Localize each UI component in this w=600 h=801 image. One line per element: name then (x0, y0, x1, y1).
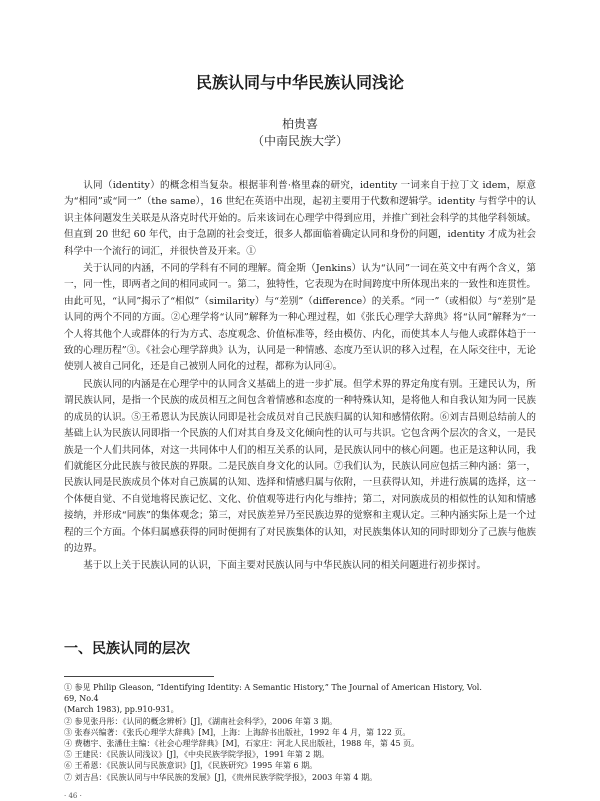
author-name: 柏贵喜 (281, 117, 318, 131)
footnote-1-cont: (March 1983), pp.910-931。 (64, 705, 179, 715)
article-title: 民族认同与中华民族认同浅论 (195, 73, 404, 92)
paragraph-transition: 基于以上关于民族认同的认识，下面主要对民族认同与中华民族认同的相关问题进行初步探讨。 (83, 560, 487, 572)
footnote-3: ③ 张春兴编著：《张氏心理学大辞典》[M]，上海：上海辞书出版社，1992 年 4 月，第 122 页。 (64, 727, 411, 737)
footnote-7: ⑦ 刘吉昌：《民族认同与中华民族的发展》[J]，《贵州民族学院学报》，2003 年第 4 期。 (64, 772, 378, 782)
page-number: · 46 · (64, 792, 82, 800)
footnote-1: ① 参见 Philip Gleason, “Identifying Identity: A Semantic History,” The Journal of American History, Vol. (64, 683, 482, 692)
footnote-1-cont: 69, No.4 (64, 694, 99, 704)
footnote-6: ⑥ 王希恩：《民族认同与民族意识》[J]，《民族研究》1995 年第 6 期。 (64, 761, 318, 771)
section-heading: 一、民族认同的层次 (64, 641, 190, 657)
paragraph-identity-meaning: 关于认同的内涵，不同的学科有不同的理解。简金斯（Jenkins）认为“认同”一词在英文中有两个含义，第一，同一性，即两者之间的相同或同一。第二，独特性，它表现为在时间跨度中所体现出来的一致性和连贯性。由此可见，“认同”揭示了“相似”（similarity）与“差别”（difference）的关系。“同一”（或相似）与“差别”是认同的两个不同的方面。②心理学将“认同”解释为一种心理过程，如《张氏心理学大辞典》将“认同”解释为“一个人将其他个人或群体的行为方式、态度观念、价值标准等，经由模仿、内化，而使其本人与他人或群体趋于一致的心理历程”③。《社会心理学辞典》认为，认同是一种情感、态度乃至认识的移入过程，在人际交往中，无论使别人被自己同化，还是自己被别人同化的过程，都称为认同④。 (64, 263, 536, 373)
paragraph-ethnic-identity: 民族认同的内涵是在心理学中的认同含义基础上的进一步扩展。但学术界的界定角度有别。王建民认为，所谓民族认同，是指一个民族的成员相互之间包含着情感和态度的一种特殊认知，是将他人和自我认知为同一民族的成员的认识。⑤王希恩认为民族认同即是社会成员对自己民族归属的认知和感情依附。⑥刘吉昌则总结前人的基础上认为民族认同即指一个民族的人们对其自身及文化倾向性的认可与共识。它包含两个层次的含义，一是民族是一个人们共同体，对这一共同体中人们的相互关系的认同，是民族认同中的核心问题。也正是这种认同，我们就能区分此民族与彼民族的界限。二是民族自身文化的认同。⑦我们认为，民族认同应包括三种内涵：第一，民族认同是民族成员个体对自己族属的认知、选择和情感归属与依附，一旦获得认知，并进行族属的选择，这一个体便自觉、不自觉地将民族记忆、文化、价值观等进行内化与维持；第二，对同族成员的相似性的认知和情感接纳，并形成“同族”的集体观念；第三，对民族差异乃至民族边界的觉察和主观认定。三种内涵实际上是一个过程的三个方面。个体归属感获得的同时便拥有了对民族集体的认知，对民族集体认知的同时即划分了己族与他族的边界。 (64, 378, 536, 554)
footnote-4: ④ 费穗宇、张潘仕主编：《社会心理学辞典》[M]，石家庄：河北人民出版社，1988 年，第 45 页。 (64, 739, 420, 749)
footnote-divider (64, 676, 214, 677)
article-body (64, 178, 536, 576)
paragraph-identity-origin: 认同（identity）的概念相当复杂。根据菲利普·格里森的研究，identity 一词来自于拉丁文 idem，原意为“相同”或“同一”（the same），16 世纪在英语中出现，起初主要用于代数和逻辑学。identity 与哲学中的认识主体问题发生关联是从洛克时代开始的。后来该词在心理学中得到应用，并推广到社会科学的其他学科领域。但直到 20 世纪 60 年代，由于急剧的社会变迁，很多人都面临着确定认同和身份的问题，identity 才成为社会科学中一个流行的词汇，并很快普及开来。① (64, 180, 536, 257)
footnote-5: ⑤ 王建民：《民族认同浅议》[J]，《中央民族学院学报》，1991 年第 2 期。 (64, 750, 330, 760)
author-affiliation: （中南民族大学） (251, 134, 348, 148)
footnote-2: ② 参见张丹彤：《认同的概念辨析》[J]，《湖南社会科学》，2006 年第 3 期。 (64, 716, 338, 726)
footnotes (64, 682, 544, 783)
